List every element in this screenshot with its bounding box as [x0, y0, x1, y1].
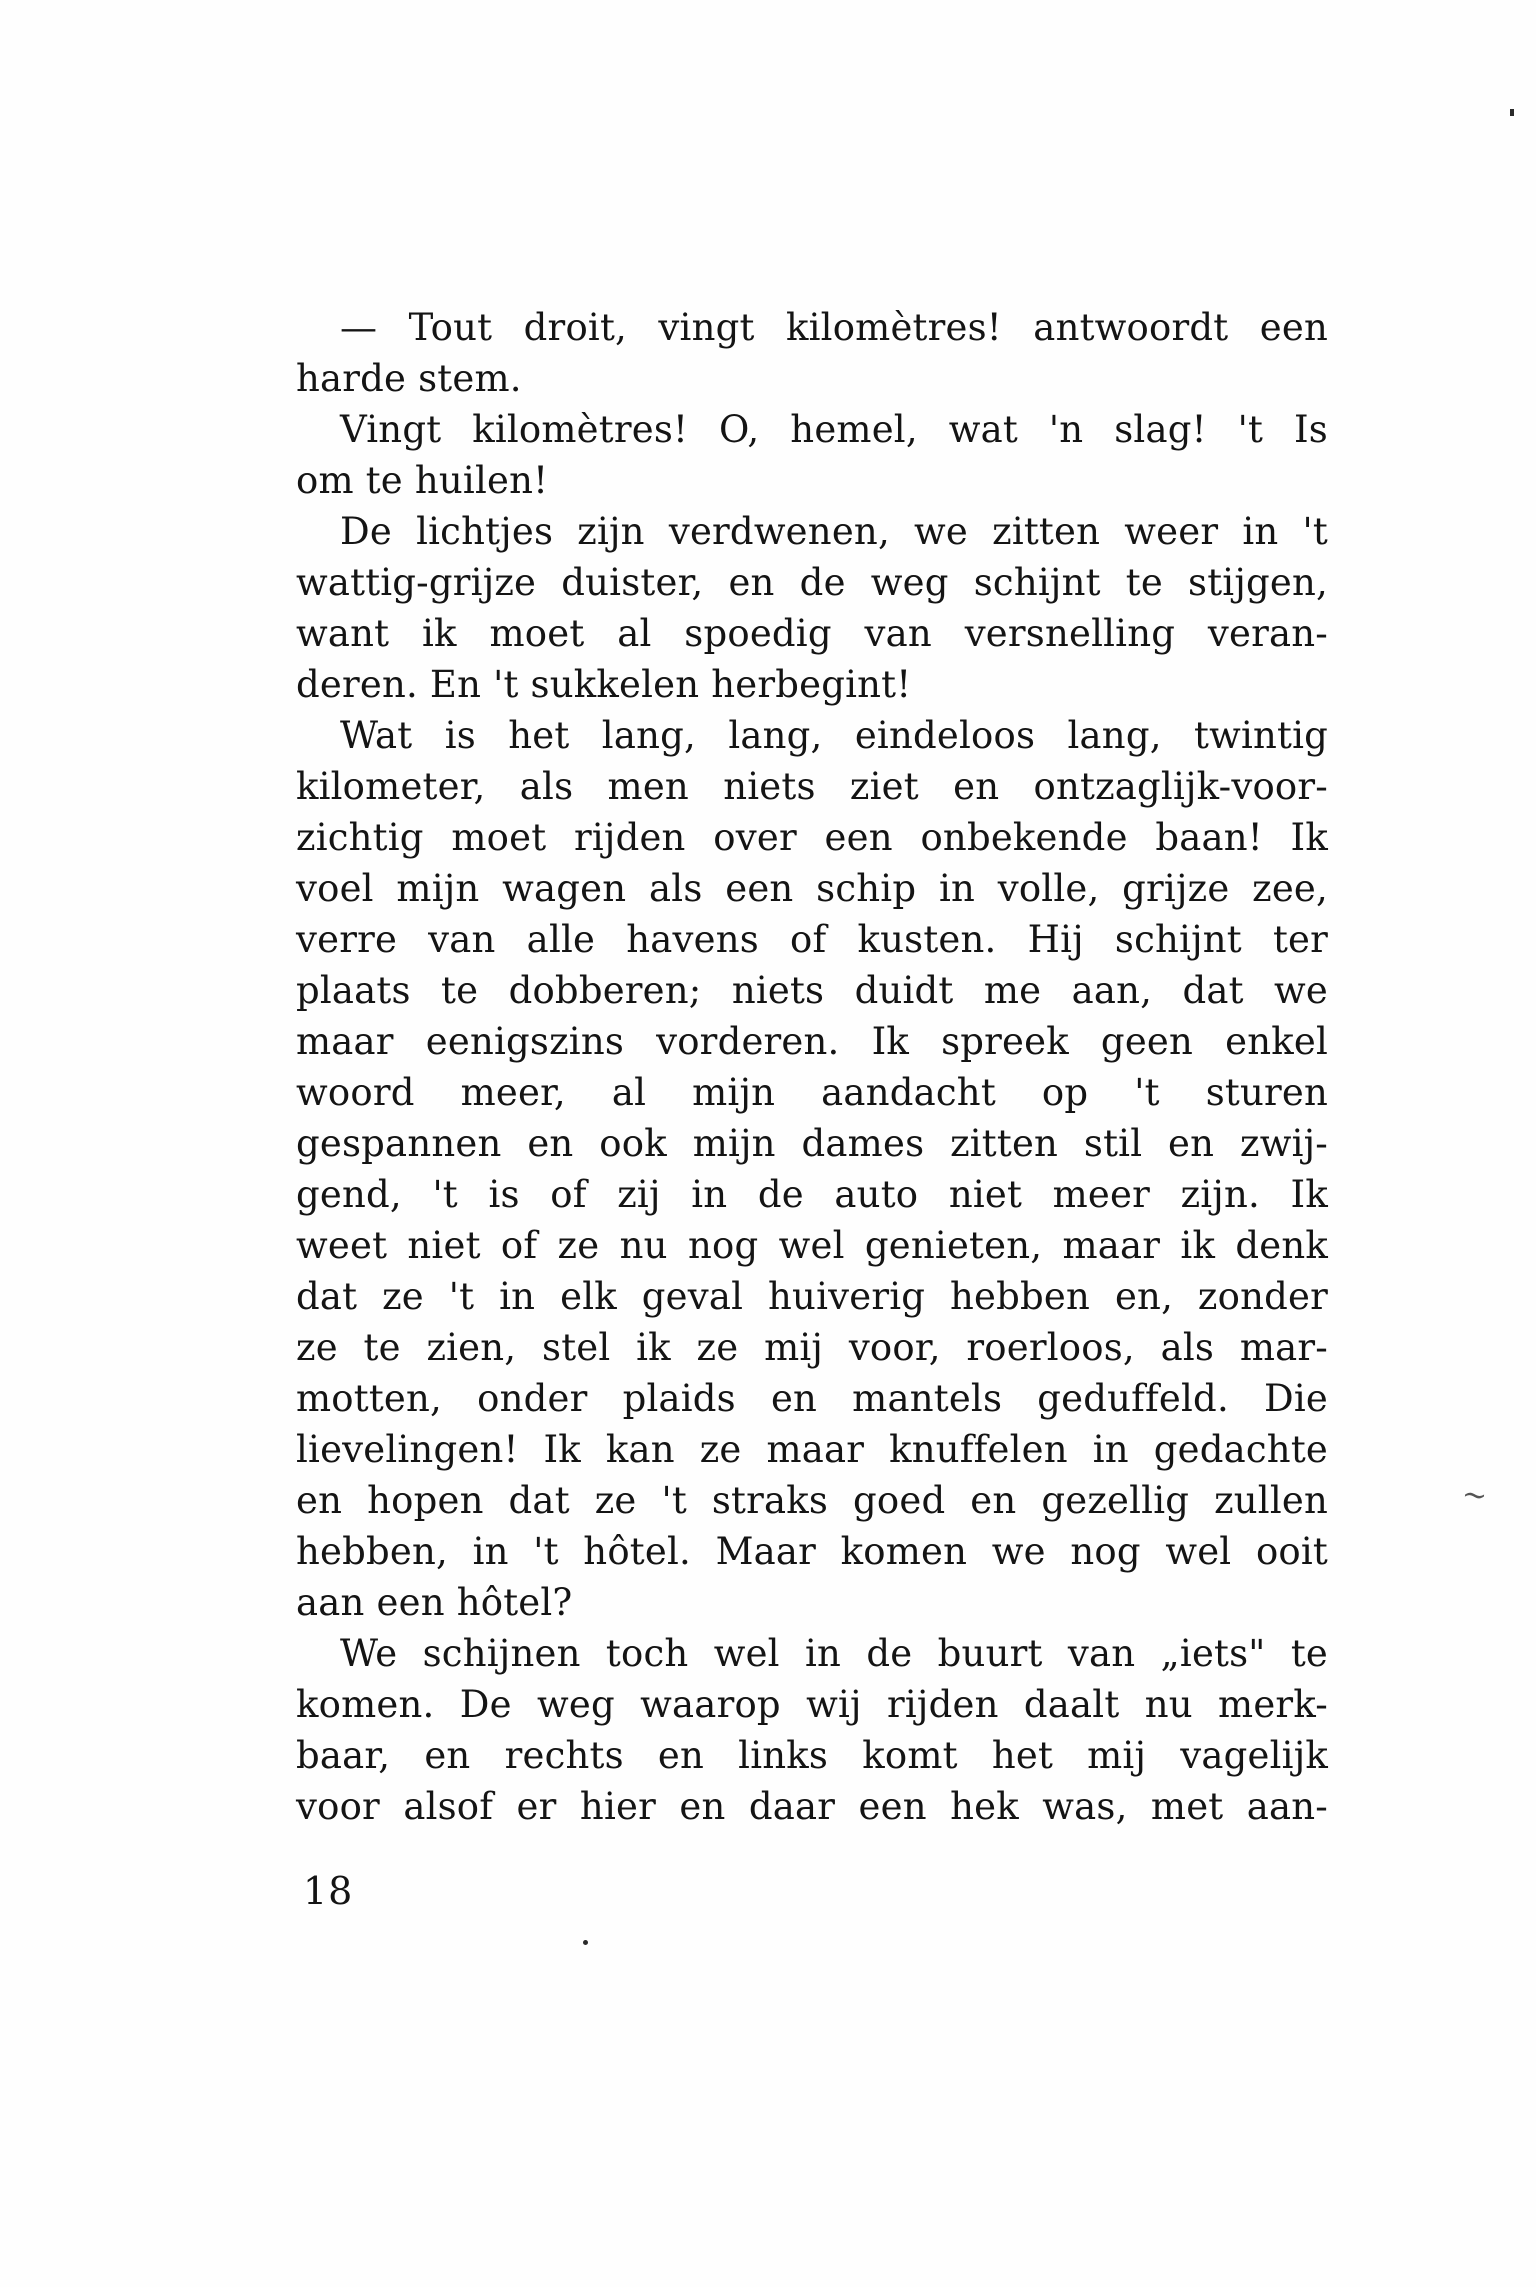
text-line: gend, 't is of zij in de auto niet meer zijn. Ik — [296, 1173, 1328, 1216]
scan-speck — [1510, 109, 1514, 116]
text-line: ze te zien, stel ik ze mij voor, roerloos, als mar- — [296, 1326, 1328, 1369]
text-line: dat ze 't in elk geval huiverig hebben en, zonder — [296, 1275, 1328, 1318]
text-line: om te huilen! — [296, 459, 549, 502]
text-line: We schijnen toch wel in de buurt van „iets" te — [340, 1632, 1328, 1675]
text-line: want ik moet al spoedig van versnelling veran- — [296, 612, 1328, 655]
text-block — [296, 302, 1328, 1832]
text-line: — Tout droit, vingt kilomètres! antwoordt een — [340, 306, 1328, 349]
scan-squiggle-mark: ~ — [1459, 1476, 1490, 1515]
scan-speck — [583, 1940, 588, 1945]
text-line: zichtig moet rijden over een onbekende baan! Ik — [296, 816, 1328, 859]
text-line: plaats te dobberen; niets duidt me aan, dat we — [296, 969, 1328, 1012]
text-line: kilometer, als men niets ziet en ontzaglijk-voor- — [296, 765, 1328, 808]
text-line: deren. En 't sukkelen herbegint! — [296, 663, 912, 706]
text-line: maar eenigszins vorderen. Ik spreek geen enkel — [296, 1020, 1328, 1063]
text-line: weet niet of ze nu nog wel genieten, maar ik denk — [296, 1224, 1328, 1267]
text-line: en hopen dat ze 't straks goed en gezellig zullen — [296, 1479, 1328, 1522]
text-line: komen. De weg waarop wij rijden daalt nu merk- — [296, 1683, 1328, 1726]
text-line: harde stem. — [296, 357, 522, 400]
text-line: lievelingen! Ik kan ze maar knuffelen in gedachte — [296, 1428, 1328, 1471]
text-line: aan een hôtel? — [296, 1581, 573, 1624]
text-line: Wat is het lang, lang, eindeloos lang, twintig — [340, 714, 1328, 757]
text-line: De lichtjes zijn verdwenen, we zitten weer in 't — [340, 510, 1328, 553]
text-line: baar, en rechts en links komt het mij vagelijk — [296, 1734, 1328, 1777]
text-line: motten, onder plaids en mantels geduffeld. Die — [296, 1377, 1328, 1420]
text-line: gespannen en ook mijn dames zitten stil en zwij- — [296, 1122, 1328, 1165]
text-line: wattig-grijze duister, en de weg schijnt te stijgen, — [296, 561, 1328, 604]
text-line: hebben, in 't hôtel. Maar komen we nog wel ooit — [296, 1530, 1328, 1573]
text-line: voel mijn wagen als een schip in volle, grijze zee, — [296, 867, 1328, 910]
text-line: woord meer, al mijn aandacht op 't sturen — [296, 1071, 1328, 1114]
text-line: voor alsof er hier en daar een hek was, met aan- — [296, 1785, 1328, 1828]
text-line: Vingt kilomètres! O, hemel, wat 'n slag! 't Is — [340, 408, 1328, 451]
text-line: verre van alle havens of kusten. Hij schijnt ter — [296, 918, 1328, 961]
page-number: 18 — [303, 1869, 354, 1913]
